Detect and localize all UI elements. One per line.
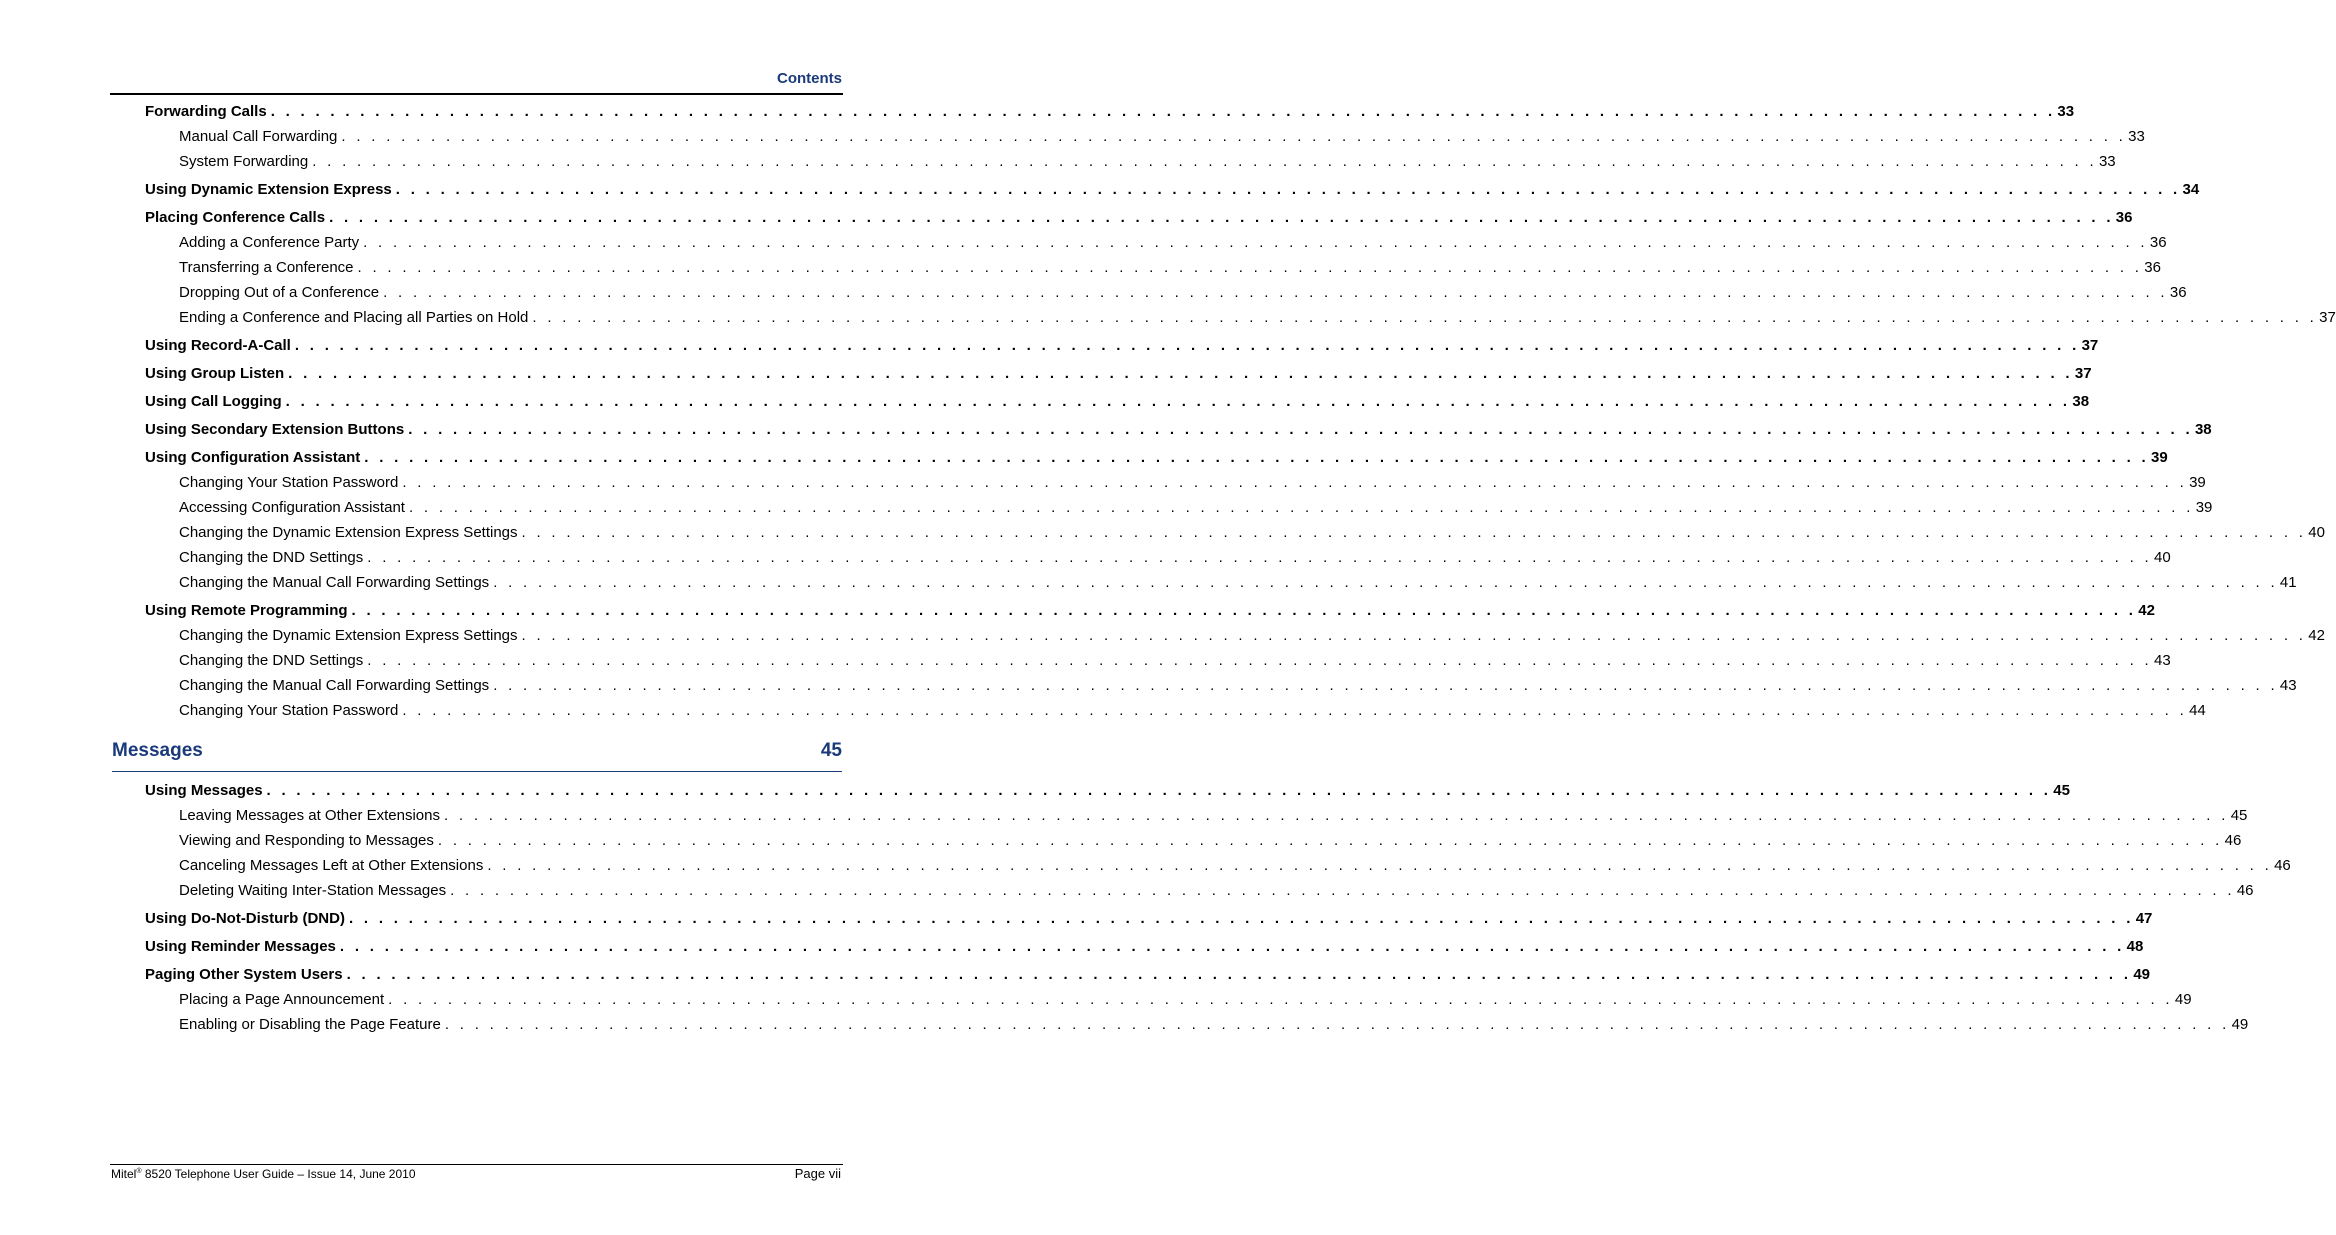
- dot-leader: . . . . . . . . . . . . . . . . . . . . . . . . . . . . . . . . . . . . . . . . . . . . . . . . . . . . . . . . . . . . . . . . . . . . . . . . . . . . . . . . . . . . . . . . . . . . . . . . . . . . . . . . . . . . . . . . . . . . . . . .: [450, 882, 2235, 899]
- toc-entry-title: Changing Your Station Password: [179, 474, 399, 491]
- toc-entry[interactable]: [179, 701, 2206, 721]
- toc-entry[interactable]: [145, 909, 2153, 929]
- toc-entry-title: System Forwarding: [179, 153, 309, 170]
- toc-entry-page: 42: [2138, 602, 2155, 619]
- dot-leader: . . . . . . . . . . . . . . . . . . . . . . . . . . . . . . . . . . . . . . . . . . . . . . . . . . . . . . . . . . . . . . . . . . . . . . . . . . . . . . . . . . . . . . . . . . . . . . . . . . . . . . . . . . . . . . . . . . . . . . . .: [312, 153, 2097, 170]
- toc-entry-title: Changing the DND Settings: [179, 652, 364, 669]
- toc-entry-page: 38: [2072, 393, 2090, 410]
- toc-entry-title: Transferring a Conference: [179, 259, 354, 276]
- running-header-title: Contents: [777, 70, 842, 87]
- toc-entry-page: 48: [2126, 938, 2144, 955]
- toc-entry-page: 43: [2279, 677, 2297, 694]
- toc-entry[interactable]: [145, 392, 2090, 412]
- dot-leader: . . . . . . . . . . . . . . . . . . . . . . . . . . . . . . . . . . . . . . . . . . . . . . . . . . . . . . . . . . . . . . . . . . . . . . . . . . . . . . . . . . . . . . . . . . . . . . . . . . . . . . . . . . . . . . . . . . . . . . . .: [363, 234, 2148, 251]
- footer-doc-text: 8520 Telephone User Guide – Issue 14, June 2010: [141, 1167, 416, 1181]
- toc-entry-page: 42: [2308, 627, 2325, 644]
- dot-leader: . . . . . . . . . . . . . . . . . . . . . . . . . . . . . . . . . . . . . . . . . . . . . . . . . . . . . . . . . . . . . . . . . . . . . . . . . . . . . . . . . . . . . . . . . . . . . . . . . . . . . . . . . . . . . . . . . . . . . . . .: [402, 474, 2188, 491]
- section-page: 45: [820, 740, 842, 761]
- toc-entry[interactable]: [145, 448, 2168, 468]
- toc-entry-page: 43: [2154, 652, 2171, 669]
- header-rule: [110, 93, 843, 95]
- toc-entry[interactable]: [179, 308, 2336, 328]
- toc-entry[interactable]: [179, 881, 2254, 901]
- dot-leader: . . . . . . . . . . . . . . . . . . . . . . . . . . . . . . . . . . . . . . . . . . . . . . . . . . . . . . . . . . . . . . . . . . . . . . . . . . . . . . . . . . . . . . . . . . . . . . . . . . . . . . . . . . . . . . . . . . . . . . . .: [367, 652, 2153, 669]
- toc-entry-title: Changing the DND Settings: [179, 549, 364, 566]
- toc-entry-title: Leaving Messages at Other Extensions: [179, 807, 440, 824]
- toc-entry-title: Dropping Out of a Conference: [179, 284, 380, 301]
- toc-entry-page: 46: [2236, 882, 2254, 899]
- toc-entry-title: Forwarding Calls: [145, 103, 267, 120]
- toc-entry[interactable]: [145, 208, 2133, 228]
- toc-entry-title: Adding a Conference Party: [179, 234, 360, 251]
- toc-entry-title: Using Secondary Extension Buttons: [145, 421, 405, 438]
- dot-leader: . . . . . . . . . . . . . . . . . . . . . . . . . . . . . . . . . . . . . . . . . . . . . . . . . . . . . . . . . . . . . . . . . . . . . . . . . . . . . . . . . . . . . . . . . . . . . . . . . . . . . . . . . . . . . . . . . . . . . . . .: [402, 702, 2188, 719]
- toc-entry[interactable]: [179, 626, 2325, 646]
- toc-entry[interactable]: [179, 283, 2187, 303]
- toc-entry-title: Using Remote Programming: [145, 602, 348, 619]
- toc-entry[interactable]: [179, 806, 2248, 826]
- toc-entry-title: Using Do-Not-Disturb (DND): [145, 910, 345, 927]
- toc-entry[interactable]: [145, 601, 2155, 621]
- toc-entry-title: Placing a Page Announcement: [179, 991, 385, 1008]
- toc-entry[interactable]: [145, 965, 2150, 985]
- dot-leader: . . . . . . . . . . . . . . . . . . . . . . . . . . . . . . . . . . . . . . . . . . . . . . . . . . . . . . . . . . . . . . . . . . . . . . . . . . . . . . . . . . . . . . . . . . . . . . . . . . . . . . . . . . . . . . . . . . . . . . . .: [437, 832, 2223, 849]
- toc-entry-title: Changing the Dynamic Extension Express Settings: [179, 524, 518, 541]
- toc-entry-page: 45: [2230, 807, 2248, 824]
- section-title: Messages: [112, 740, 203, 761]
- toc-entry[interactable]: [145, 420, 2212, 440]
- toc-entry[interactable]: [179, 258, 2161, 278]
- toc-entry-page: 37: [2074, 365, 2092, 382]
- dot-leader: . . . . . . . . . . . . . . . . . . . . . . . . . . . . . . . . . . . . . . . . . . . . . . . . . . . . . . . . . . . . . . . . . . . . . . . . . . . . . . . . . . . . . . . . . . . . . . . . . . . . . . . . . . . . . . . . . . . . . . . .: [348, 910, 2134, 927]
- dot-leader: . . . . . . . . . . . . . . . . . . . . . . . . . . . . . . . . . . . . . . . . . . . . . . . . . . . . . . . . . . . . . . . . . . . . . . . . . . . . . . . . . . . . . . . . . . . . . . . . . . . . . . . . . . . . . . . . . . . . . . . .: [493, 574, 2278, 591]
- section-rule: [112, 771, 842, 772]
- toc-entry[interactable]: [179, 152, 2116, 172]
- toc-entry[interactable]: [145, 937, 2144, 957]
- footer-brand: Mitel: [111, 1167, 137, 1181]
- toc-entry-page: 44: [2189, 702, 2206, 719]
- toc-entry[interactable]: [179, 856, 2291, 876]
- toc-entry[interactable]: [179, 498, 2213, 518]
- registered-mark: ®: [136, 1168, 142, 1175]
- toc-entry-page: 46: [2224, 832, 2242, 849]
- footer-rule: [110, 1164, 843, 1165]
- toc-entry-page: 36: [2169, 284, 2187, 301]
- toc-entry-page: 39: [2195, 499, 2213, 516]
- toc-entry-page: 49: [2174, 991, 2192, 1008]
- dot-leader: . . . . . . . . . . . . . . . . . . . . . . . . . . . . . . . . . . . . . . . . . . . . . . . . . . . . . . . . . . . . . . . . . . . . . . . . . . . . . . . . . . . . . . . . . . . . . . . . . . . . . . . . . . . . . . . . . . . . . . . .: [521, 627, 2307, 644]
- toc-entry-page: 33: [2098, 153, 2116, 170]
- dot-leader: . . . . . . . . . . . . . . . . . . . . . . . . . . . . . . . . . . . . . . . . . . . . . . . . . . . . . . . . . . . . . . . . . . . . . . . . . . . . . . . . . . . . . . . . . . . . . . . . . . . . . . . . . . . . . . . . . . . . . . . .: [266, 782, 2052, 799]
- toc-entry[interactable]: [179, 831, 2242, 851]
- section-heading-messages[interactable]: [112, 740, 842, 762]
- footer-document-title: [111, 1167, 416, 1181]
- dot-leader: . . . . . . . . . . . . . . . . . . . . . . . . . . . . . . . . . . . . . . . . . . . . . . . . . . . . . . . . . . . . . . . . . . . . . . . . . . . . . . . . . . . . . . . . . . . . . . . . . . . . . . . . . . . . . . . . . . . . . . . .: [443, 807, 2229, 824]
- toc-entry-page: 36: [2115, 209, 2133, 226]
- toc-entry-title: Using Configuration Assistant: [145, 449, 361, 466]
- toc-entry-title: Canceling Messages Left at Other Extensions: [179, 857, 484, 874]
- toc-entry-page: 34: [2182, 181, 2200, 198]
- toc-entry-page: 40: [2308, 524, 2325, 541]
- toc-entry[interactable]: [145, 336, 2099, 356]
- dot-leader: . . . . . . . . . . . . . . . . . . . . . . . . . . . . . . . . . . . . . . . . . . . . . . . . . . . . . . . . . . . . . . . . . . . . . . . . . . . . . . . . . . . . . . . . . . . . . . . . . . . . . . . . . . . . . . . . . . . . . . . .: [285, 393, 2071, 410]
- dot-leader: . . . . . . . . . . . . . . . . . . . . . . . . . . . . . . . . . . . . . . . . . . . . . . . . . . . . . . . . . . . . . . . . . . . . . . . . . . . . . . . . . . . . . . . . . . . . . . . . . . . . . . . . . . . . . . . . . . . . . . . .: [351, 602, 2137, 619]
- dot-leader: . . . . . . . . . . . . . . . . . . . . . . . . . . . . . . . . . . . . . . . . . . . . . . . . . . . . . . . . . . . . . . . . . . . . . . . . . . . . . . . . . . . . . . . . . . . . . . . . . . . . . . . . . . . . . . . . . . . . . . . .: [383, 284, 2168, 301]
- dot-leader: . . . . . . . . . . . . . . . . . . . . . . . . . . . . . . . . . . . . . . . . . . . . . . . . . . . . . . . . . . . . . . . . . . . . . . . . . . . . . . . . . . . . . . . . . . . . . . . . . . . . . . . . . . . . . . . . . . . . . . . .: [357, 259, 2143, 276]
- toc-entry-title: Changing the Dynamic Extension Express Settings: [179, 627, 518, 644]
- toc-entry[interactable]: [145, 781, 2070, 801]
- toc-entry-title: Paging Other System Users: [145, 966, 343, 983]
- toc-entry-page: 36: [2144, 259, 2161, 276]
- toc-entry-title: Accessing Configuration Assistant: [179, 499, 405, 516]
- toc-entry[interactable]: [179, 127, 2145, 147]
- toc-entry-page: 47: [2135, 910, 2153, 927]
- toc-entry[interactable]: [179, 990, 2192, 1010]
- toc-entry-title: Placing Conference Calls: [145, 209, 326, 226]
- dot-leader: . . . . . . . . . . . . . . . . . . . . . . . . . . . . . . . . . . . . . . . . . . . . . . . . . . . . . . . . . . . . . . . . . . . . . . . . . . . . . . . . . . . . . . . . . . . . . . . . . . . . . . . . . . . . . . . . . . . . . . . .: [521, 524, 2307, 541]
- dot-leader: . . . . . . . . . . . . . . . . . . . . . . . . . . . . . . . . . . . . . . . . . . . . . . . . . . . . . . . . . . . . . . . . . . . . . . . . . . . . . . . . . . . . . . . . . . . . . . . . . . . . . . . . . . . . . . . . . . . . . . . .: [339, 938, 2125, 955]
- toc-entry[interactable]: [179, 233, 2167, 253]
- toc-entry-page: 33: [2057, 103, 2075, 120]
- toc-entry[interactable]: [145, 364, 2092, 384]
- dot-leader: . . . . . . . . . . . . . . . . . . . . . . . . . . . . . . . . . . . . . . . . . . . . . . . . . . . . . . . . . . . . . . . . . . . . . . . . . . . . . . . . . . . . . . . . . . . . . . . . . . . . . . . . . . . . . . . . . . . . . . . .: [388, 991, 2173, 1008]
- toc-entry-title: Changing Your Station Password: [179, 702, 399, 719]
- dot-leader: . . . . . . . . . . . . . . . . . . . . . . . . . . . . . . . . . . . . . . . . . . . . . . . . . . . . . . . . . . . . . . . . . . . . . . . . . . . . . . . . . . . . . . . . . . . . . . . . . . . . . . . . . . . . . . . . . . . . . . . .: [367, 549, 2153, 566]
- toc-entry-page: 49: [2133, 966, 2150, 983]
- toc-entry-page: 36: [2149, 234, 2167, 251]
- dot-leader: . . . . . . . . . . . . . . . . . . . . . . . . . . . . . . . . . . . . . . . . . . . . . . . . . . . . . . . . . . . . . . . . . . . . . . . . . . . . . . . . . . . . . . . . . . . . . . . . . . . . . . . . . . . . . . . . . . . . . . . .: [341, 128, 2127, 145]
- dot-leader: . . . . . . . . . . . . . . . . . . . . . . . . . . . . . . . . . . . . . . . . . . . . . . . . . . . . . . . . . . . . . . . . . . . . . . . . . . . . . . . . . . . . . . . . . . . . . . . . . . . . . . . . . . . . . . . . . . . . . . . .: [408, 421, 2193, 438]
- dot-leader: . . . . . . . . . . . . . . . . . . . . . . . . . . . . . . . . . . . . . . . . . . . . . . . . . . . . . . . . . . . . . . . . . . . . . . . . . . . . . . . . . . . . . . . . . . . . . . . . . . . . . . . . . . . . . . . . . . . . . . . .: [294, 337, 2080, 354]
- dot-leader: . . . . . . . . . . . . . . . . . . . . . . . . . . . . . . . . . . . . . . . . . . . . . . . . . . . . . . . . . . . . . . . . . . . . . . . . . . . . . . . . . . . . . . . . . . . . . . . . . . . . . . . . . . . . . . . . . . . . . . . .: [408, 499, 2194, 516]
- toc-entry-page: 39: [2151, 449, 2168, 466]
- toc-entry[interactable]: [179, 1015, 2249, 1035]
- dot-leader: . . . . . . . . . . . . . . . . . . . . . . . . . . . . . . . . . . . . . . . . . . . . . . . . . . . . . . . . . . . . . . . . . . . . . . . . . . . . . . . . . . . . . . . . . . . . . . . . . . . . . . . . . . . . . . . . . . . . . . . .: [444, 1016, 2230, 1033]
- toc-entry-page: 33: [2128, 128, 2145, 145]
- toc-entry[interactable]: [145, 102, 2075, 122]
- toc-entry-title: Changing the Manual Call Forwarding Settings: [179, 677, 490, 694]
- toc-entry-page: 37: [2081, 337, 2099, 354]
- dot-leader: . . . . . . . . . . . . . . . . . . . . . . . . . . . . . . . . . . . . . . . . . . . . . . . . . . . . . . . . . . . . . . . . . . . . . . . . . . . . . . . . . . . . . . . . . . . . . . . . . . . . . . . . . . . . . . . . . . . . . . . .: [487, 857, 2273, 874]
- dot-leader: . . . . . . . . . . . . . . . . . . . . . . . . . . . . . . . . . . . . . . . . . . . . . . . . . . . . . . . . . . . . . . . . . . . . . . . . . . . . . . . . . . . . . . . . . . . . . . . . . . . . . . . . . . . . . . . . . . . . . . . .: [346, 966, 2132, 983]
- toc-entry[interactable]: [179, 676, 2297, 696]
- toc-entry-title: Using Reminder Messages: [145, 938, 336, 955]
- toc-entry[interactable]: [179, 473, 2206, 493]
- toc-entry-page: 39: [2189, 474, 2206, 491]
- toc-entry[interactable]: [179, 651, 2171, 671]
- toc-entry-page: 40: [2154, 549, 2171, 566]
- toc-entry-title: Using Group Listen: [145, 365, 285, 382]
- toc-entry-page: 46: [2274, 857, 2291, 874]
- toc-entry-title: Using Dynamic Extension Express: [145, 181, 392, 198]
- dot-leader: . . . . . . . . . . . . . . . . . . . . . . . . . . . . . . . . . . . . . . . . . . . . . . . . . . . . . . . . . . . . . . . . . . . . . . . . . . . . . . . . . . . . . . . . . . . . . . . . . . . . . . . . . . . . . . . . . . . . . . . .: [329, 209, 2114, 226]
- footer-page-number: Page vii: [794, 1166, 841, 1181]
- dot-leader: . . . . . . . . . . . . . . . . . . . . . . . . . . . . . . . . . . . . . . . . . . . . . . . . . . . . . . . . . . . . . . . . . . . . . . . . . . . . . . . . . . . . . . . . . . . . . . . . . . . . . . . . . . . . . . . . . . . . . . . .: [532, 309, 2318, 326]
- toc-entry-title: Viewing and Responding to Messages: [179, 832, 434, 849]
- toc-entry[interactable]: [145, 180, 2200, 200]
- toc-entry-title: Using Record-A-Call: [145, 337, 291, 354]
- dot-leader: . . . . . . . . . . . . . . . . . . . . . . . . . . . . . . . . . . . . . . . . . . . . . . . . . . . . . . . . . . . . . . . . . . . . . . . . . . . . . . . . . . . . . . . . . . . . . . . . . . . . . . . . . . . . . . . . . . . . . . . .: [270, 103, 2056, 120]
- dot-leader: . . . . . . . . . . . . . . . . . . . . . . . . . . . . . . . . . . . . . . . . . . . . . . . . . . . . . . . . . . . . . . . . . . . . . . . . . . . . . . . . . . . . . . . . . . . . . . . . . . . . . . . . . . . . . . . . . . . . . . . .: [364, 449, 2150, 466]
- toc-entry-title: Enabling or Disabling the Page Feature: [179, 1016, 441, 1033]
- toc-entry-page: 38: [2194, 421, 2212, 438]
- toc-entry-title: Changing the Manual Call Forwarding Settings: [179, 574, 490, 591]
- toc-entry-page: 37: [2319, 309, 2336, 326]
- toc-entry[interactable]: [179, 573, 2297, 593]
- dot-leader: . . . . . . . . . . . . . . . . . . . . . . . . . . . . . . . . . . . . . . . . . . . . . . . . . . . . . . . . . . . . . . . . . . . . . . . . . . . . . . . . . . . . . . . . . . . . . . . . . . . . . . . . . . . . . . . . . . . . . . . .: [395, 181, 2181, 198]
- toc-entry-title: Using Messages: [145, 782, 263, 799]
- toc-entry-title: Ending a Conference and Placing all Parties on Hold: [179, 309, 529, 326]
- toc-entry-page: 41: [2279, 574, 2297, 591]
- toc-entry[interactable]: [179, 523, 2325, 543]
- toc-entry[interactable]: [179, 548, 2171, 568]
- toc-entry-page: 45: [2053, 782, 2070, 799]
- toc-entry-page: 49: [2231, 1016, 2249, 1033]
- dot-leader: . . . . . . . . . . . . . . . . . . . . . . . . . . . . . . . . . . . . . . . . . . . . . . . . . . . . . . . . . . . . . . . . . . . . . . . . . . . . . . . . . . . . . . . . . . . . . . . . . . . . . . . . . . . . . . . . . . . . . . . .: [288, 365, 2073, 382]
- toc-entry-title: Manual Call Forwarding: [179, 128, 338, 145]
- toc-entry-title: Using Call Logging: [145, 393, 282, 410]
- dot-leader: . . . . . . . . . . . . . . . . . . . . . . . . . . . . . . . . . . . . . . . . . . . . . . . . . . . . . . . . . . . . . . . . . . . . . . . . . . . . . . . . . . . . . . . . . . . . . . . . . . . . . . . . . . . . . . . . . . . . . . . .: [493, 677, 2278, 694]
- toc-entry-title: Deleting Waiting Inter-Station Messages: [179, 882, 447, 899]
